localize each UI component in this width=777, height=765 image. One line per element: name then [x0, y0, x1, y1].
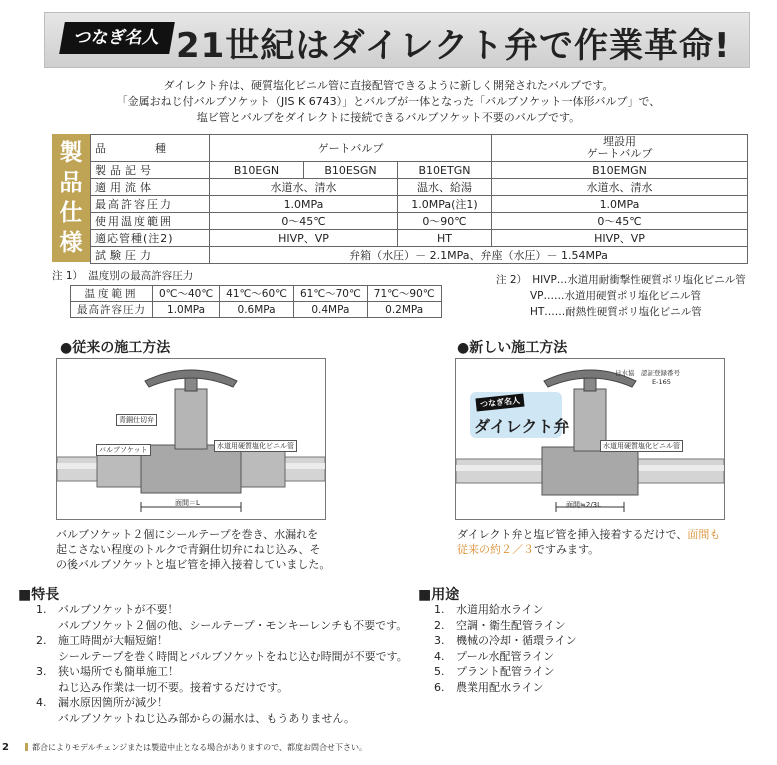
label-pipe-new: 水道用硬質塩化ビニル管 [600, 440, 683, 452]
feature-num: 4. [36, 696, 47, 709]
note1-title: 注 1） 温度別の最高許容圧力 [52, 270, 194, 282]
old-caption-2: 起こさない程度のトルクで青銅仕切弁にねじ込み、そ [56, 543, 321, 556]
temp-cell: 71℃～90℃ [367, 286, 441, 302]
spec-cell: HIVP、VP [210, 230, 398, 247]
spec-cell: 0～45℃ [210, 213, 398, 230]
use-item [434, 664, 577, 680]
feature-head: 漏水原因箇所が減少！ [58, 696, 168, 709]
cert-line-1: 日水協 認証登録番号 [615, 369, 680, 377]
temp-pressure-table [70, 285, 442, 318]
new-badge-small: つなぎ名人 [475, 394, 524, 412]
new-caption-2 [457, 542, 599, 557]
pressure-cell: 0.4MPa [293, 302, 367, 318]
pressure-row [71, 302, 442, 318]
spec-row-temp [91, 213, 748, 230]
page-number: 2 [2, 742, 9, 753]
spec-cell: 1.0MPa [492, 196, 748, 213]
use-text: 農業用配水ライン [456, 680, 544, 694]
use-num: 1. [434, 603, 445, 616]
label-socket: バルブソケット [96, 444, 151, 456]
new-method-diagram [455, 358, 725, 520]
feature-head: バルブソケットが不要！ [58, 603, 179, 616]
spec-row-pressure [91, 196, 748, 213]
new-caption-accent: 従来の約２／３ [457, 543, 534, 556]
footer-mark [25, 743, 28, 751]
side-char: 品 [59, 170, 83, 196]
use-item [434, 602, 577, 618]
spec-label: 適応管種(注2) [91, 230, 210, 247]
intro-line-1: ダイレクト弁は、硬質塩化ビニル管に直接配管できるように新しく開発されたバルブです。 [163, 79, 614, 92]
use-text: プラント配管ライン [456, 665, 555, 678]
use-num: 2. [434, 618, 445, 632]
feature-head: 狭い場所でも簡単施工！ [58, 665, 179, 678]
use-num: 3. [434, 634, 445, 647]
spec-cell: 0～45℃ [492, 213, 748, 230]
pressure-cell: 0.6MPa [220, 302, 294, 318]
spec-cell: B10EMGN [492, 162, 748, 179]
new-method-title: ●新しい施工方法 [457, 340, 568, 356]
spec-cell: 0～90℃ [398, 213, 492, 230]
side-char: 製 [59, 140, 83, 166]
footer [0, 742, 367, 753]
pressure-cell: 1.0MPa [153, 302, 220, 318]
uses-title: ■用途 [418, 587, 460, 603]
note2-line-2: VP……水道用硬質ポリ塩化ビニル管 [530, 290, 702, 302]
spec-row-fluid [91, 179, 748, 196]
feature-item [36, 664, 408, 680]
note2-line-3: HT……耐熱性硬質ポリ塩化ビニル管 [530, 306, 702, 318]
use-num: 6. [434, 680, 445, 694]
features-title: ■特長 [18, 587, 60, 603]
use-num: 5. [434, 665, 445, 678]
spec-cell: 温水、給湯 [398, 179, 492, 196]
feature-item [36, 695, 408, 711]
uses-list [434, 602, 577, 695]
brand-badge: つなぎ名人 [59, 22, 175, 54]
temp-cell: 0℃～40℃ [153, 286, 220, 302]
feature-body: シールテープを巻く時間とバルブソケットをねじ込む時間が不要です。 [58, 649, 408, 663]
feature-body: バルブソケットねじ込み部からの漏水は、もうありません。 [58, 711, 355, 725]
label-cut-valve: 青銅仕切弁 [116, 414, 157, 426]
use-text: 機械の冷却・循環ライン [456, 634, 577, 647]
spec-row-code [91, 162, 748, 179]
page-headline: 21世紀はダイレクト弁で作業革命! [176, 26, 731, 66]
feature-body: ねじ込み作業は一切不要。接着するだけです。 [58, 680, 289, 694]
spec-cell: 水道水、清水 [210, 179, 398, 196]
feature-num: 1. [36, 603, 47, 616]
temp-cell: 61℃～70℃ [293, 286, 367, 302]
spec-label: 適用流体 [91, 179, 210, 196]
buried-line: 埋設用 [603, 135, 636, 148]
feature-num: 2. [36, 634, 47, 647]
spec-cell: B10EGN [210, 162, 304, 179]
use-item [434, 618, 577, 634]
intro-line-3: 塩ビ管とバルブをダイレクトに接続できるバルブソケット不要のバルブです。 [196, 111, 581, 124]
spec-label: 最高許容圧力 [91, 196, 210, 213]
label-gap-new: 面間≒2/3L [566, 501, 602, 509]
spec-label: 使用温度範囲 [91, 213, 210, 230]
use-num: 4. [434, 649, 445, 663]
new-valve-drawing [456, 359, 724, 519]
use-item [434, 680, 577, 696]
pressure-label: 最高許容圧力 [71, 302, 153, 318]
spec-label: 品 種 [91, 135, 210, 162]
old-method-title: ●従来の施工方法 [60, 340, 171, 356]
spec-side-label [52, 134, 90, 262]
use-text: 水道用給水ライン [456, 603, 544, 616]
spec-row-test [91, 247, 748, 264]
spec-cell: ゲートバルブ [210, 135, 492, 162]
spec-cell: HT [398, 230, 492, 247]
use-item [434, 633, 577, 649]
new-badge-big: ダイレクト弁 [474, 417, 570, 436]
feature-num: 3. [36, 665, 47, 678]
temp-row [71, 286, 442, 302]
use-text: 空調・衛生配管ライン [456, 618, 566, 632]
temp-cell: 41℃～60℃ [220, 286, 294, 302]
spec-row-pipe [91, 230, 748, 247]
feature-head: 施工時間が大幅短縮！ [58, 634, 168, 647]
spec-cell: 水道水、清水 [492, 179, 748, 196]
old-valve-drawing [57, 359, 325, 519]
spec-label: 製品記号 [91, 162, 210, 179]
features-list [36, 602, 408, 726]
intro-line-2: 「金属おねじ付バルブソケット（JIS K 6743）」とバルブが一体となった「バルブソケット一体形バルブ」で、 [116, 95, 661, 108]
side-char: 仕 [59, 200, 83, 226]
use-item [434, 649, 577, 665]
footer-text: 都合によりモデルチェンジまたは製造中止となる場合がありますので、都度お問合せ下さい。 [31, 743, 367, 752]
feature-body: バルブソケット２個の他、シールテープ・モンキーレンチも不要です。 [58, 618, 408, 632]
old-method-diagram [56, 358, 326, 520]
use-text: プール水配管ライン [456, 649, 555, 663]
old-caption-3: の後バルブソケットと塩ビ管を挿入接着していました。 [56, 558, 331, 571]
side-char: 様 [59, 230, 83, 256]
old-caption-1: バルブソケット２個にシールテープを巻き、水漏れを [56, 528, 319, 541]
spec-cell: 1.0MPa [210, 196, 398, 213]
buried-line: ゲートバルブ [586, 147, 653, 160]
feature-item [36, 602, 408, 618]
spec-cell-buried [492, 135, 748, 162]
note2-line-1: 注 2） HIVP…水道用耐衝撃性硬質ポリ塩化ビニル管 [496, 274, 746, 286]
spec-table [90, 134, 748, 264]
spec-label: 試験圧力 [91, 247, 210, 264]
temp-label: 温度範囲 [71, 286, 153, 302]
spec-cell: B10ETGN [398, 162, 492, 179]
new-caption-1 [457, 527, 720, 542]
new-caption-text: ダイレクト弁と塩ビ管を挿入接着するだけで、 [457, 528, 688, 541]
new-caption-accent: 面間も [687, 528, 721, 541]
feature-item [36, 633, 408, 649]
spec-cell: HIVP、VP [492, 230, 748, 247]
spec-cell: 弁箱（水圧）－ 2.1MPa、弁座（水圧）－ 1.54MPa [210, 247, 748, 264]
spec-row-kind [91, 135, 748, 162]
spec-cell: 1.0MPa(注1) [398, 196, 492, 213]
label-pipe-old: 水道用硬質塩化ビニル管 [214, 440, 297, 452]
cert-line-2: E-165 [652, 378, 671, 386]
spec-cell: B10ESGN [304, 162, 398, 179]
new-caption-text: ですみます。 [534, 543, 600, 556]
label-gap-old: 面間＝L [175, 499, 200, 507]
pressure-cell: 0.2MPa [367, 302, 441, 318]
